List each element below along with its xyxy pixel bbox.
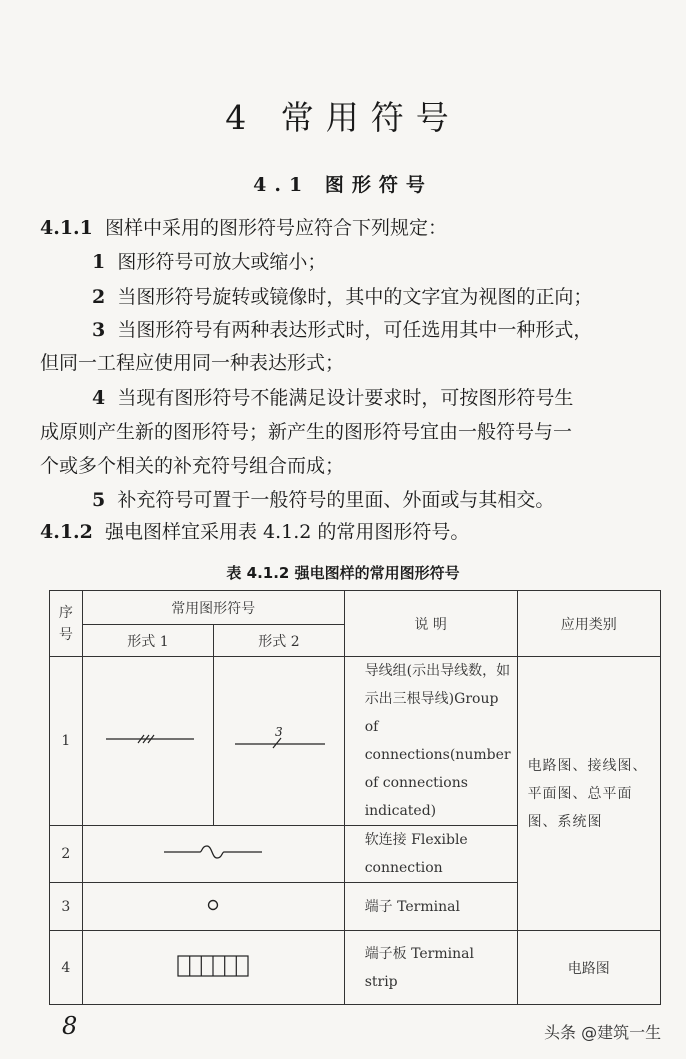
clause-item-3	[40, 314, 686, 347]
flexible-connection-icon	[158, 842, 268, 862]
header-serial: 序号	[50, 591, 83, 657]
item-number: 4	[92, 387, 106, 409]
row-4-serial: 4	[50, 931, 83, 1005]
clause-item-3-continued: 但同一工程应使用同一种表达形式；	[40, 352, 345, 374]
row-4-symbol	[82, 931, 344, 1005]
clause-text: 强电图样宜采用表 4.1.2 的常用图形符号。	[104, 521, 470, 543]
row-1-form1	[82, 657, 213, 826]
row-1-serial: 1	[50, 657, 83, 826]
clause-item-2	[40, 281, 686, 314]
clause-4-1-2	[40, 516, 660, 549]
item-number: 2	[92, 286, 106, 308]
page-number: 8	[62, 1012, 78, 1040]
category-1: 电路图、接线图、平面图、总平面图、系统图	[517, 657, 660, 931]
row-3-symbol	[82, 883, 344, 931]
header-description: 说 明	[344, 591, 517, 657]
chapter-title: 4 常用符号	[225, 98, 461, 137]
clause-item-4-continued-2: 个或多个相关的补充符号组合而成；	[40, 455, 345, 477]
row-2-symbol	[82, 826, 344, 883]
item-text: 补充符号可置于一般符号的里面、外面或与其相交。	[117, 489, 555, 511]
clause-item-4	[40, 382, 686, 415]
section-title: 4.1 图形符号	[253, 174, 433, 196]
connection-group-numbered-icon	[229, 724, 329, 754]
header-symbols: 常用图形符号	[82, 591, 344, 625]
connection-group-icon	[98, 729, 198, 749]
row-4-description: 端子板 Terminal strip	[344, 931, 517, 1005]
row-3-description: 端子 Terminal	[344, 883, 517, 931]
clause-item-1	[40, 246, 686, 279]
clause-4-1-1	[40, 212, 660, 245]
clause-number: 4.1.2	[40, 521, 93, 543]
header-form1: 形式 1	[82, 625, 213, 657]
item-text: 当现有图形符号不能满足设计要求时，可按图形符号生	[117, 387, 574, 409]
wire-count-label: 3	[274, 725, 283, 739]
item-text: 当图形符号有两种表达形式时，可任选用其中一种形式，	[117, 319, 593, 341]
category-2: 电路图	[517, 931, 660, 1005]
item-number: 1	[92, 251, 106, 273]
row-1-description: 导线组(示出导线数，如示出三根导线)Group of connections(number of connections indicated)	[344, 657, 517, 826]
header-category: 应用类别	[517, 591, 660, 657]
row-2-description: 软连接 Flexible connection	[344, 826, 517, 883]
item-text: 图形符号可放大或缩小；	[117, 251, 327, 273]
row-2-serial: 2	[50, 826, 83, 883]
item-text: 当图形符号旋转或镜像时，其中的文字宜为视图的正向；	[117, 286, 593, 308]
item-number: 3	[92, 319, 106, 341]
terminal-strip-icon	[173, 951, 253, 981]
symbol-table	[49, 590, 661, 1005]
clause-number: 4.1.1	[40, 217, 93, 239]
row-3-serial: 3	[50, 883, 83, 931]
header-form2: 形式 2	[214, 625, 345, 657]
table-caption: 表 4.1.2 强电图样的常用图形符号	[226, 564, 460, 582]
clause-item-4-continued: 成原则产生新的图形符号；新产生的图形符号宜由一般符号与一	[40, 421, 573, 443]
row-1-form2	[214, 657, 345, 826]
clause-item-5	[40, 484, 686, 517]
clause-text: 图样中采用的图形符号应符合下列规定：	[104, 217, 447, 239]
terminal-icon	[203, 895, 223, 915]
item-number: 5	[92, 489, 106, 511]
watermark: 头条 @建筑一生	[544, 1023, 662, 1042]
